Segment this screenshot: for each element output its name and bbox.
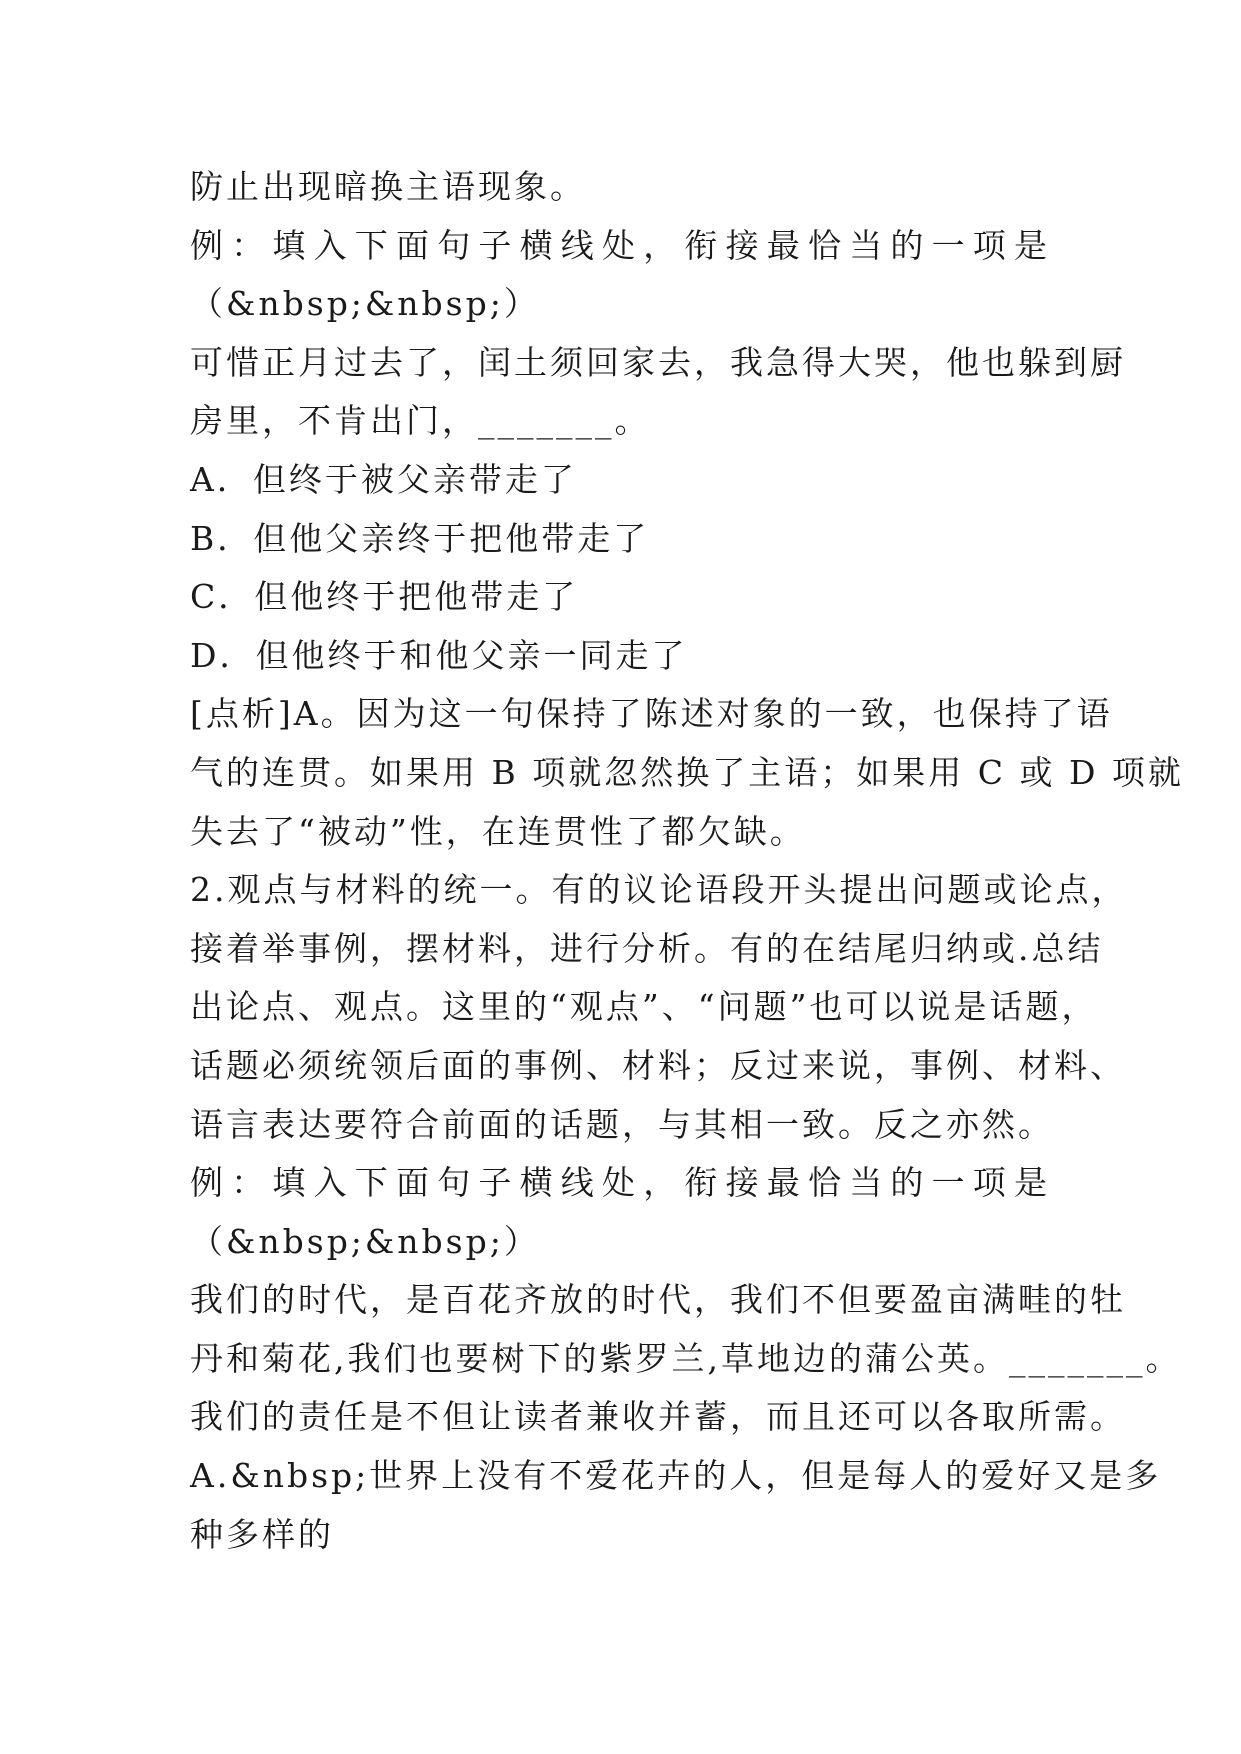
text-line: 可惜正月过去了，闰土须回家去，我急得大哭，他也躲到厨	[190, 342, 1126, 382]
option-d: D．但他终于和他父亲一同走了	[190, 635, 688, 675]
text-line: 丹和菊花,我们也要树下的紫罗兰,草地边的蒲公英。_______。	[190, 1338, 1182, 1378]
paragraph-line: 接着举事例，摆材料，进行分析。有的在结尾归纳或.总结	[190, 928, 1104, 968]
option-a: A．但终于被父亲带走了	[190, 459, 577, 499]
analysis-line: 失去了“被动”性，在连贯性了都欠缺。	[190, 811, 806, 851]
text-line: （&nbsp;&nbsp;）	[190, 1221, 540, 1261]
paragraph-line: 2.观点与材料的统一。有的议论语段开头提出问题或论点，	[190, 870, 1128, 910]
text-line: 种多样的	[190, 1514, 334, 1554]
example-prompt-line: 例：填入下面句子横线处，衔接最恰当的一项是	[190, 1163, 1050, 1203]
analysis-line: 气的连贯。如果用 B 项就忽然换了主语；如果用 C 或 D 项就	[190, 752, 1184, 792]
text-line: 防止出现暗换主语现象。	[190, 167, 586, 206]
example-prompt-line: 例：填入下面句子横线处，衔接最恰当的一项是	[190, 225, 1050, 265]
text-line: （&nbsp;&nbsp;）	[190, 284, 540, 324]
option-c: C．但他终于把他带走了	[190, 577, 579, 617]
option-a: A.&nbsp;世界上没有不爱花卉的人，但是每人的爱好又是多	[190, 1456, 1162, 1496]
paragraph-line: 出论点、观点。这里的“观点”、“问题”也可以说是话题，	[190, 987, 1098, 1027]
text-line: 我们的时代，是百花齐放的时代，我们不但要盈亩满畦的牡	[190, 1280, 1126, 1320]
analysis-line: [点析]A。因为这一句保持了陈述对象的一致，也保持了语	[190, 694, 1113, 734]
paragraph-line: 语言表达要符合前面的话题，与其相一致。反之亦然。	[190, 1104, 1054, 1144]
text-line: 房里，不肯出门，_______。	[190, 401, 651, 441]
text-line: 我们的责任是不但让读者兼收并蓄，而且还可以各取所需。	[190, 1397, 1126, 1437]
document-body	[190, 158, 1184, 1564]
option-b: B．但他父亲终于把他带走了	[190, 518, 650, 558]
paragraph-line: 话题必须统领后面的事例、材料；反过来说，事例、材料、	[190, 1045, 1126, 1085]
